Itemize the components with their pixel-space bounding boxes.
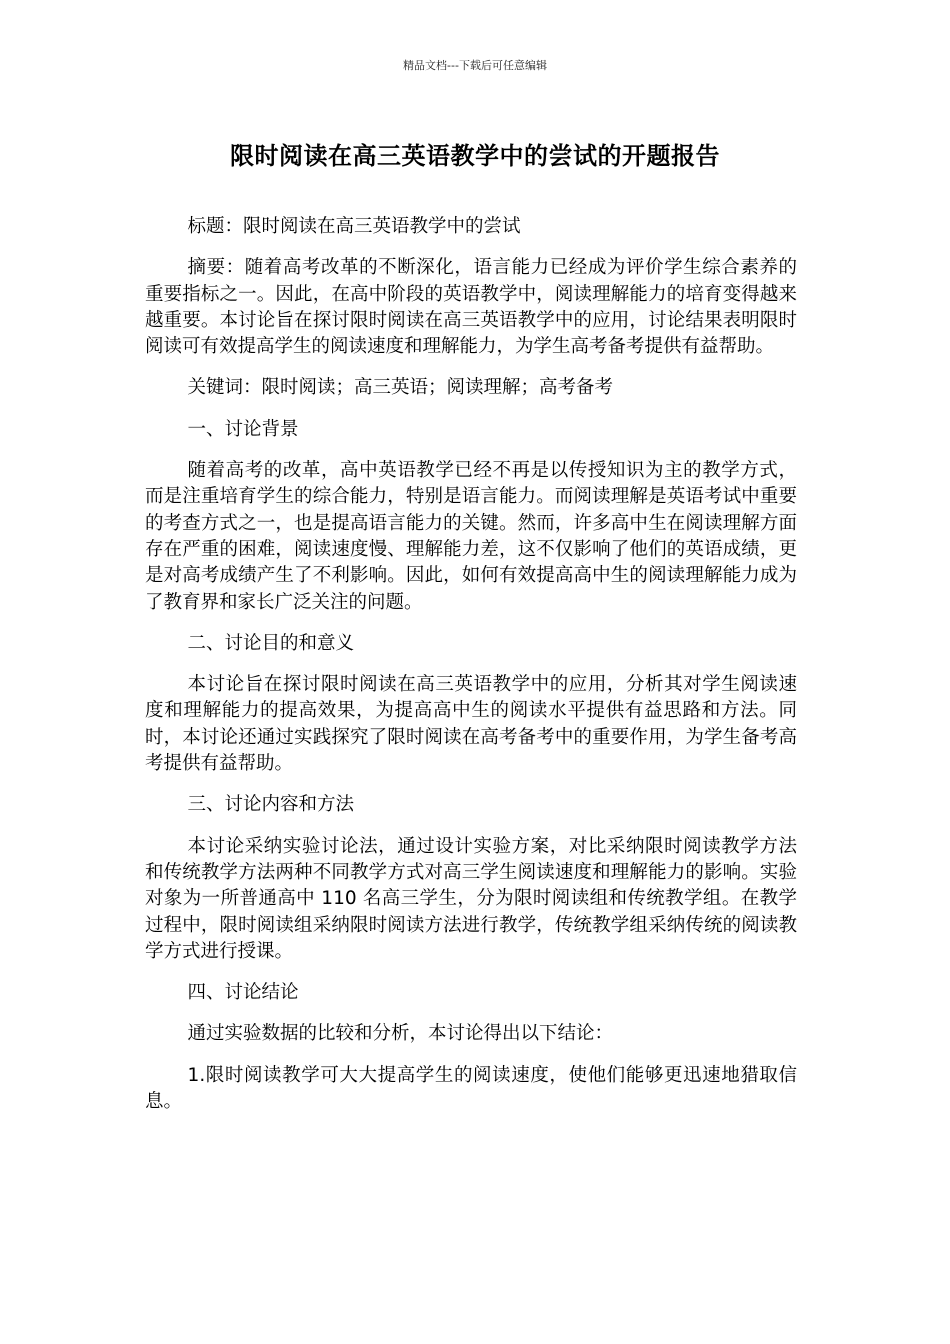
abstract-paragraph: 摘要：随着高考改革的不断深化，语言能力已经成为评价学生综合素养的重要指标之一。因此，在高中阶段的英语教学中，阅读理解能力的培育变得越来越重要。本讨论旨在探讨限时阅读在高三英语教学中的应用，讨论结果表明限时阅读可有效提高学生的阅读速度和理解能力，为学生高考备考提供有益帮助。 <box>145 257 797 358</box>
section-paragraph-methods: 本讨论采纳实验讨论法，通过设计实验方案，对比采纳限时阅读教学方法和传统教学方法两种不同教学方式对高三学生阅读速度和理解能力的影响。实验对象为一所普通高中 110 名高三学生，分为限时阅读组和传统教学组。在教学过程中，限时阅读组采纳限时阅读方法进行教学，传统教学组采纳传统的阅读教学方式进行授课。 <box>145 835 797 962</box>
keywords-line: 关键词：限时阅读；高三英语；阅读理解；高考备考 <box>187 377 614 399</box>
section-paragraph-purpose: 本讨论旨在探讨限时阅读在高三英语教学中的应用，分析其对学生阅读速度和理解能力的提高效果，为提高高中生的阅读水平提供有益思路和方法。同时，本讨论还通过实践探究了限时阅读在高考备考中的重要作用，为学生备考高考提供有益帮助。 <box>145 674 797 775</box>
header-note: 精品文档---下载后可任意编辑 <box>403 59 547 72</box>
subject-line: 标题：限时阅读在高三英语教学中的尝试 <box>187 216 521 237</box>
section-paragraph-conclusion-item-1: 1.限时阅读教学可大大提高学生的阅读速度，使他们能够更迅速地猎取信息。 <box>145 1064 797 1113</box>
section-paragraph-background: 随着高考的改革，高中英语教学已经不再是以传授知识为主的教学方式，而是注重培育学生的综合能力，特别是语言能力。而阅读理解是英语考试中重要的考查方式之一，也是提高语言能力的关键。然而，许多高中生在阅读理解方面存在严重的困难，阅读速度慢、理解能力差，这不仅影响了他们的英语成绩，更是对高考成绩产生了不利影响。因此，如何有效提高高中生的阅读理解能力成为了教育界和家长广泛关注的问题。 <box>145 460 797 613</box>
section-heading-methods: 三、讨论内容和方法 <box>187 794 355 816</box>
section-paragraph-conclusion-intro: 通过实验数据的比较和分析，本讨论得出以下结论： <box>187 1023 614 1045</box>
document-body <box>145 214 797 1130</box>
document-title: 限时阅读在高三英语教学中的尝试的开题报告 <box>230 142 720 170</box>
section-heading-conclusion: 四、讨论结论 <box>187 982 299 1004</box>
section-heading-background: 一、讨论背景 <box>187 418 299 440</box>
section-heading-purpose: 二、讨论目的和意义 <box>187 632 355 654</box>
